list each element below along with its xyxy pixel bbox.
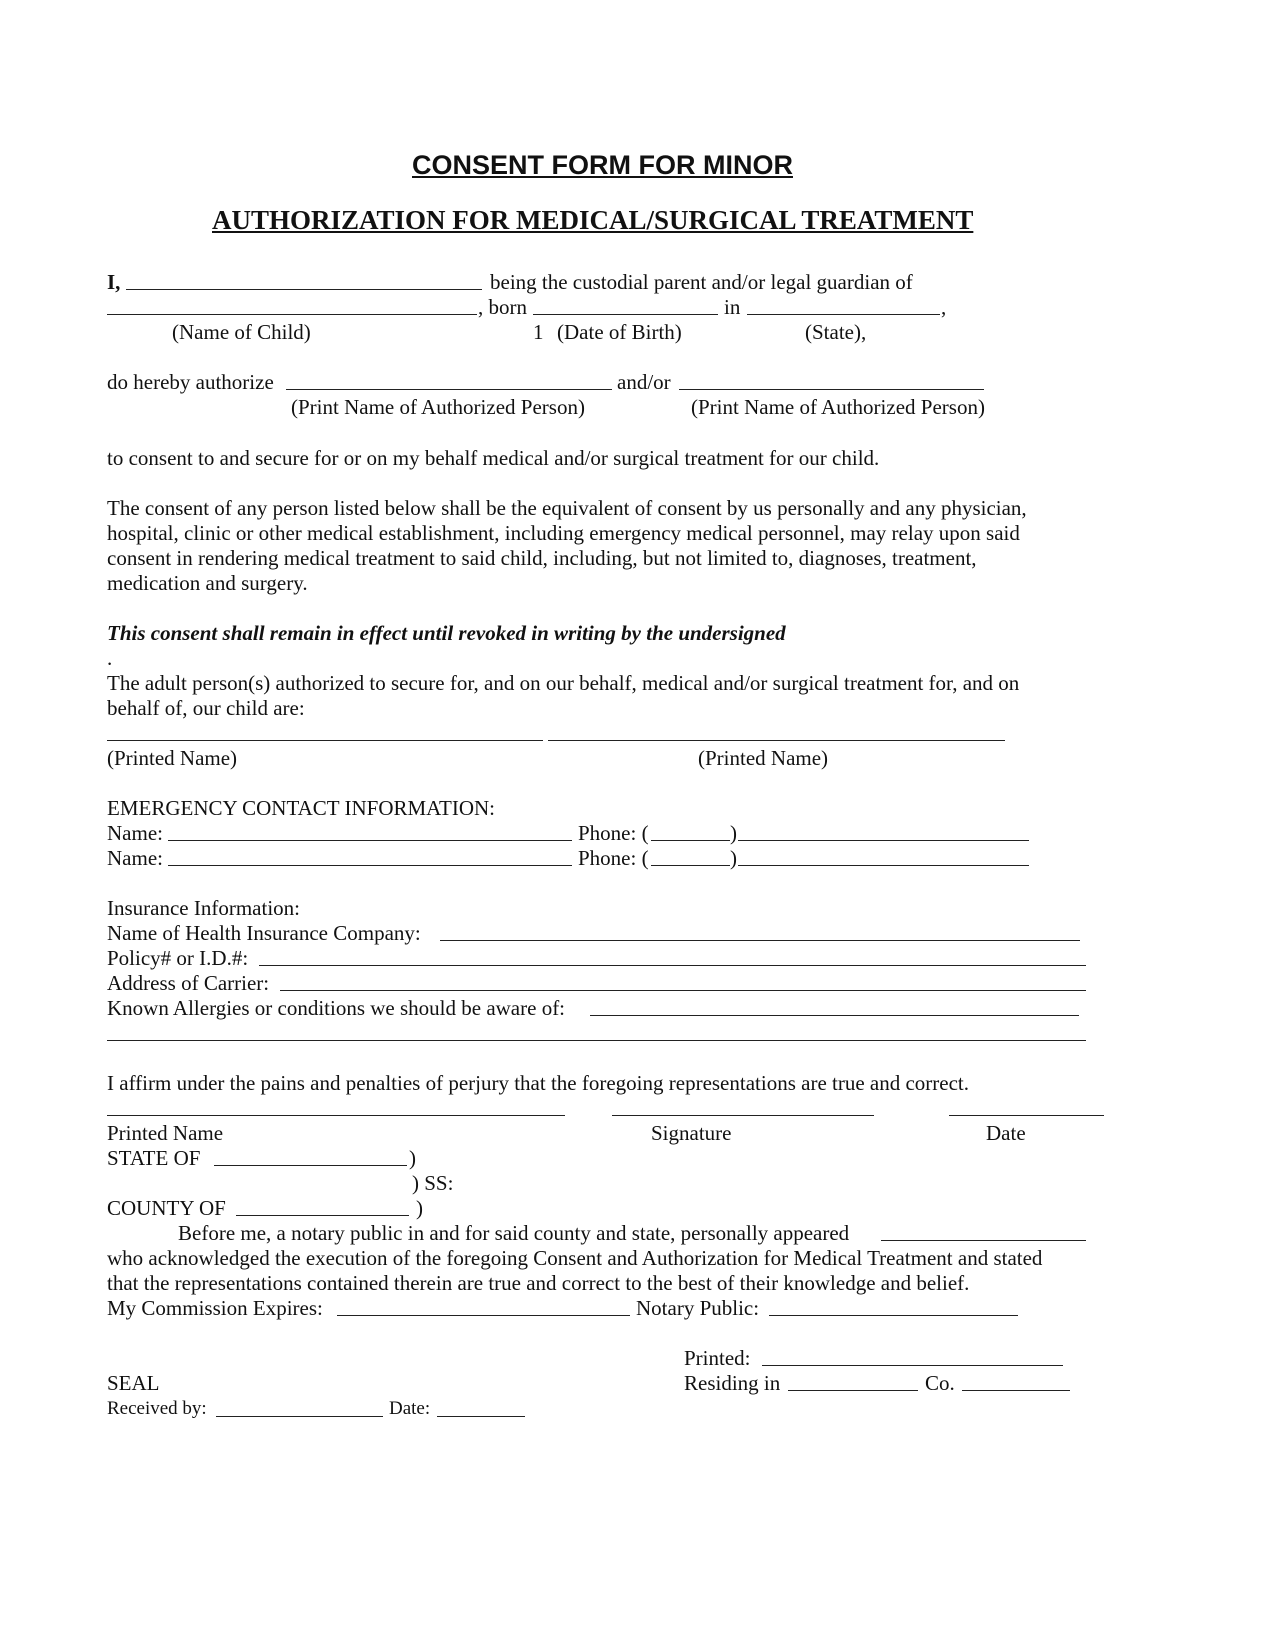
notary-county-field[interactable] [236, 1215, 409, 1216]
allergies-extra-field[interactable] [107, 1040, 1086, 1041]
emergency-phone-2-field[interactable] [738, 865, 1029, 866]
caption-printed-name-2: (Printed Name) [698, 746, 829, 770]
emergency-name-label: Name: [107, 846, 163, 870]
authorize-label: do hereby authorize [107, 370, 274, 394]
child-name-field[interactable] [107, 314, 477, 315]
caption-authorized-2: (Print Name of Authorized Person) [691, 395, 985, 419]
policy-label: Policy# or I.D.#: [107, 946, 249, 970]
authorized-person-1-field[interactable] [286, 389, 612, 390]
received-by-label: Received by: [107, 1398, 207, 1419]
notary-public-label: Notary Public: [636, 1296, 760, 1320]
before-me-text: Before me, a notary public in and for said county and state, personally appeared [178, 1221, 850, 1245]
commission-expires-field[interactable] [337, 1315, 630, 1316]
notary-printed-field[interactable] [762, 1365, 1063, 1366]
caption-printed-name-1: (Printed Name) [107, 746, 238, 770]
consent-paragraph-line: hospital, clinic or other medical establishment, including emergency medical personnel, may relay upon said [107, 521, 1020, 545]
being-text: being the custodial parent and/or legal guardian of [490, 270, 913, 294]
effect-notice: This consent shall remain in effect until revoked in writing by the undersigned [107, 621, 786, 645]
printed-name-2-field[interactable] [548, 740, 1005, 741]
emergency-area-code-2-field[interactable] [651, 865, 730, 866]
emergency-heading: EMERGENCY CONTACT INFORMATION: [107, 796, 495, 820]
received-date-field[interactable] [437, 1416, 525, 1417]
allergies-field[interactable] [590, 1015, 1079, 1016]
born-text: , born [478, 295, 527, 319]
consent-paragraph-line: consent in rendering medical treatment to said child, including, but not limited to, diagnoses, treatment, [107, 546, 977, 570]
form-title: CONSENT FORM FOR MINOR [412, 150, 793, 180]
affirm-statement: I affirm under the pains and penalties of perjury that the foregoing representations are true and correct. [107, 1071, 970, 1095]
caption-date-of-birth: (Date of Birth) [557, 320, 682, 344]
caption-one-mark: 1 [533, 320, 544, 344]
insurance-company-field[interactable] [440, 940, 1080, 941]
insurance-heading: Insurance Information: [107, 896, 301, 920]
adult-persons-line: The adult person(s) authorized to secure for, and on our behalf, medical and/or surgical treatment for, and on [107, 671, 1020, 695]
i-label: I, [107, 270, 121, 294]
notary-state-field[interactable] [214, 1165, 407, 1166]
emergency-close-paren: ) [730, 846, 737, 870]
date-of-birth-field[interactable] [533, 314, 718, 315]
emergency-close-paren: ) [730, 821, 737, 845]
county-of-label: COUNTY OF [107, 1196, 226, 1220]
appeared-person-field[interactable] [881, 1240, 1086, 1241]
caption-state: (State), [805, 320, 867, 344]
consent-paragraph-line: medication and surgery. [107, 571, 308, 595]
signer-printed-name-field[interactable] [107, 1115, 565, 1116]
carrier-address-label: Address of Carrier: [107, 971, 270, 995]
guardian-name-field[interactable] [126, 289, 482, 290]
caption-authorized-1: (Print Name of Authorized Person) [291, 395, 585, 419]
seal-label: SEAL [107, 1371, 160, 1395]
printed-label: Printed: [684, 1346, 751, 1370]
commission-label: My Commission Expires: [107, 1296, 323, 1320]
emergency-phone-label: Phone: ( [578, 846, 649, 870]
emergency-area-code-1-field[interactable] [651, 840, 730, 841]
acknowledgement-line: who acknowledged the execution of the foregoing Consent and Authorization for Medical Treatment and stated [107, 1246, 1043, 1270]
state-of-label: STATE OF [107, 1146, 201, 1170]
signature-date-field[interactable] [949, 1115, 1104, 1116]
state-field[interactable] [747, 314, 940, 315]
allergies-label: Known Allergies or conditions we should be aware of: [107, 996, 566, 1020]
consent-line: to consent to and secure for or on my behalf medical and/or surgical treatment for our child. [107, 446, 880, 470]
authorized-person-2-field[interactable] [679, 389, 984, 390]
state-paren: ) [409, 1146, 416, 1170]
emergency-name-2-field[interactable] [168, 865, 572, 866]
caption-date: Date [986, 1121, 1026, 1145]
emergency-phone-1-field[interactable] [738, 840, 1029, 841]
printed-name-1-field[interactable] [107, 740, 543, 741]
policy-field[interactable] [259, 965, 1086, 966]
residing-in-label: Residing in [684, 1371, 781, 1395]
received-by-field[interactable] [216, 1416, 383, 1417]
acknowledgement-line: that the representations contained therein are true and correct to the best of their knowledge and belief. [107, 1271, 970, 1295]
signature-field[interactable] [612, 1115, 874, 1116]
andor-text: and/or [617, 370, 671, 394]
residing-in-field[interactable] [788, 1390, 918, 1391]
insurance-company-label: Name of Health Insurance Company: [107, 921, 421, 945]
in-text: in [724, 295, 741, 319]
comma: , [941, 295, 947, 319]
form-subtitle: AUTHORIZATION FOR MEDICAL/SURGICAL TREATMENT [212, 205, 974, 235]
caption-signature: Signature [651, 1121, 732, 1145]
county-paren: ) [416, 1196, 423, 1220]
adult-persons-line: behalf of, our child are: [107, 696, 305, 720]
co-label: Co. [925, 1371, 955, 1395]
county-co-field[interactable] [962, 1390, 1070, 1391]
stray-dot: . [107, 646, 113, 670]
notary-public-field[interactable] [769, 1315, 1018, 1316]
received-date-label: Date: [389, 1398, 431, 1419]
ss-label: ) SS: [412, 1171, 454, 1195]
emergency-phone-label: Phone: ( [578, 821, 649, 845]
consent-paragraph-line: The consent of any person listed below shall be the equivalent of consent by us personally and any physician, [107, 496, 1027, 520]
caption-name-of-child: (Name of Child) [172, 320, 311, 344]
carrier-address-field[interactable] [280, 990, 1086, 991]
emergency-name-1-field[interactable] [168, 840, 572, 841]
caption-printed-name: Printed Name [107, 1121, 224, 1145]
emergency-name-label: Name: [107, 821, 163, 845]
